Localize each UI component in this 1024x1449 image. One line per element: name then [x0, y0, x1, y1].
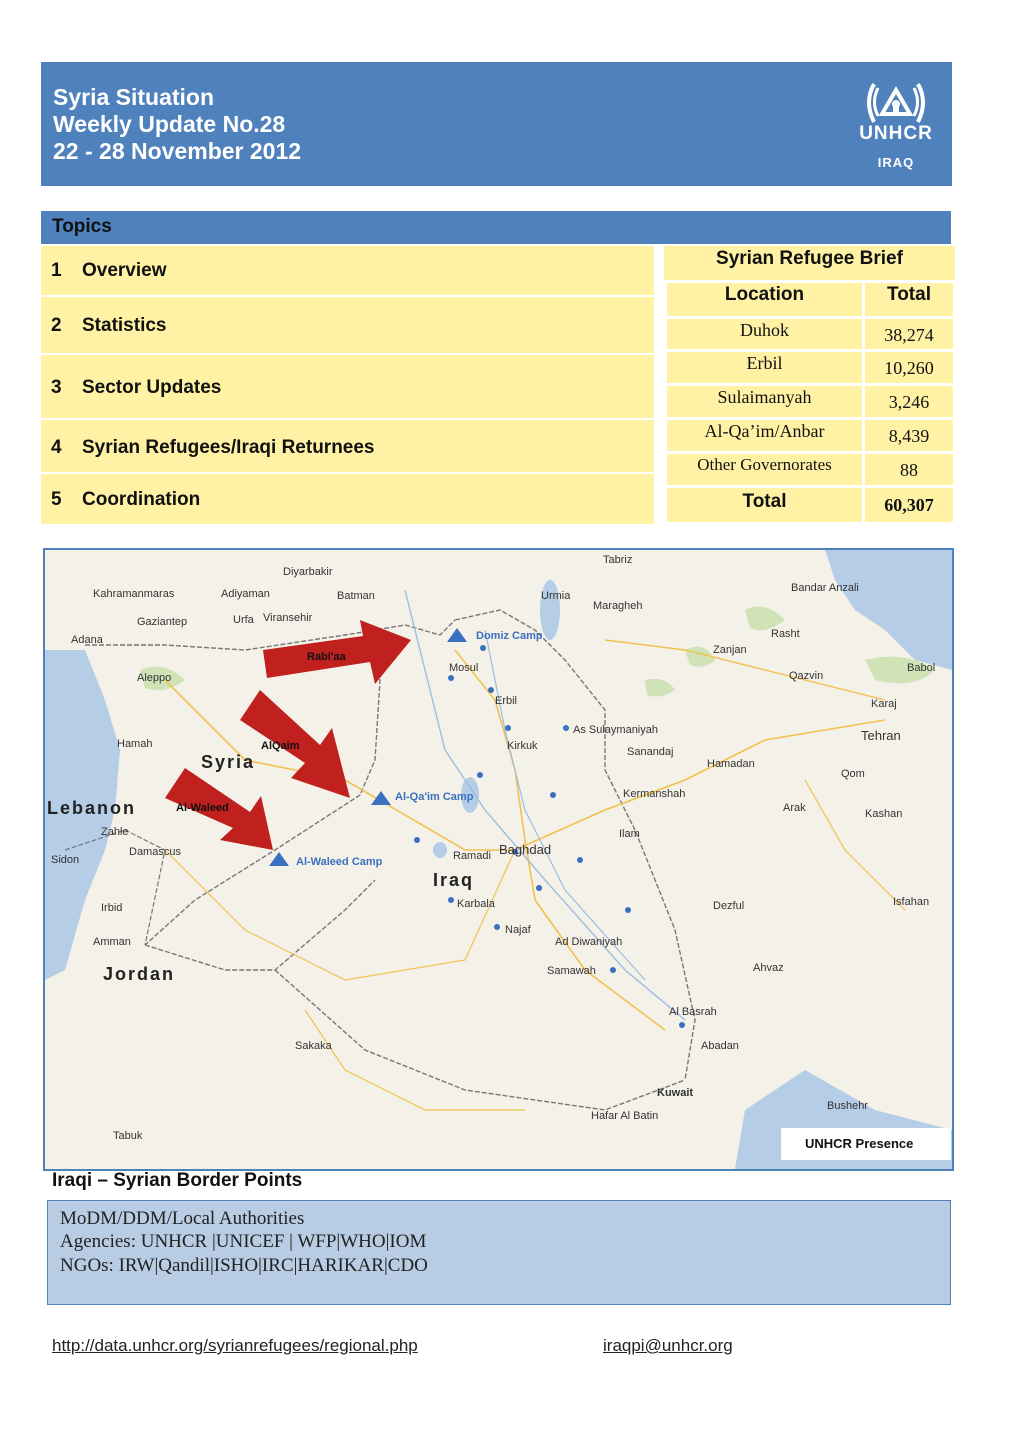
topics-title: Topics: [52, 216, 112, 237]
brief-col-location: Location: [667, 283, 862, 316]
coordination-box: [47, 1200, 951, 1305]
topic-number: 4: [51, 437, 62, 458]
brief-col-total: Total: [865, 283, 953, 316]
place-label: Sanandaj: [627, 746, 674, 758]
topic-label: Statistics: [82, 315, 167, 336]
place-label: Viransehir: [263, 612, 313, 624]
place-label: Bandar Anzali: [791, 582, 859, 594]
place-label: Karaj: [871, 698, 897, 710]
brief-row-location: Sulaimanyah: [667, 386, 862, 417]
topic-number: 2: [51, 315, 62, 336]
footer-email-link[interactable]: iraqpi@unhcr.org: [603, 1336, 733, 1355]
arrow-label-rabiaa: Rabi'aa: [307, 651, 346, 663]
place-label: Ahvaz: [753, 962, 784, 974]
header-update-number: Weekly Update No.28: [53, 111, 286, 137]
place-label: Hamadan: [707, 758, 755, 770]
topics-header: [41, 211, 951, 244]
place-label: Kermanshah: [623, 788, 686, 800]
topic-number: 1: [51, 260, 62, 281]
brief-row-total: 8,439: [865, 420, 953, 451]
camp-label-domiz: Domiz Camp: [476, 630, 543, 642]
topic-item[interactable]: [41, 297, 654, 355]
place-label: Gaziantep: [137, 616, 188, 628]
place-label: Adiyaman: [221, 588, 270, 600]
place-label: Kuwait: [657, 1087, 694, 1099]
place-label: Adana: [71, 634, 103, 646]
place-label: Sakaka: [295, 1040, 332, 1052]
brief-row-total: 10,260: [865, 352, 953, 383]
place-label: Baghdad: [499, 842, 552, 857]
place-label: Dezful: [713, 900, 745, 912]
header-date-range: 22 - 28 November 2012: [53, 138, 302, 164]
place-label: Zahle: [101, 826, 129, 838]
place-label: Al Basrah: [669, 1006, 717, 1018]
topic-item[interactable]: [41, 474, 654, 526]
place-label: Tabriz: [603, 554, 633, 566]
map-base: [45, 550, 952, 1169]
brief-row-location: Other Governorates: [667, 454, 862, 485]
camp-label-alqaim: Al-Qa'im Camp: [395, 791, 474, 803]
place-label: Najaf: [505, 924, 531, 936]
country-label-syria: Syria: [201, 752, 256, 772]
place-label: Irbid: [101, 902, 123, 914]
place-label: Zanjan: [713, 644, 747, 656]
place-label: Batman: [337, 590, 375, 602]
place-label: Sidon: [51, 854, 80, 866]
topic-label: Sector Updates: [82, 377, 222, 398]
topic-label: Syrian Refugees/Iraqi Returnees: [82, 437, 375, 458]
place-label: Ad Diwaniyah: [555, 936, 623, 948]
arrow-label-alqaim: AlQaim: [261, 740, 300, 752]
place-label: Karbala: [457, 898, 495, 910]
place-label: Mosul: [449, 662, 479, 674]
refugee-brief-table: [664, 246, 955, 524]
topic-label: Overview: [82, 260, 167, 281]
place-label: Erbil: [495, 695, 518, 707]
brief-total-label: Total: [667, 488, 862, 522]
place-label: Kashan: [865, 808, 903, 820]
place-label: Qom: [841, 768, 865, 780]
place-label: Isfahan: [893, 896, 930, 908]
topic-item[interactable]: [41, 420, 654, 474]
logo-subtext: IRAQ: [877, 155, 915, 170]
brief-row-location: Al-Qa’im/Anbar: [667, 420, 862, 451]
place-label: Kahramanmaras: [93, 588, 175, 600]
coordination-ngos: NGOs: IRW|Qandil|ISHO|IRC|HARIKAR|CDO: [60, 1255, 428, 1276]
place-label: Tehran: [861, 728, 901, 743]
topic-number: 3: [51, 377, 62, 398]
place-label: Ramadi: [453, 850, 491, 862]
place-label: As Sulaymaniyah: [573, 724, 658, 736]
brief-row-location: Erbil: [667, 352, 862, 383]
place-label: Ilam: [619, 828, 640, 840]
topic-label: Coordination: [82, 489, 201, 510]
brief-row-total: 38,274: [865, 319, 953, 349]
place-label: Qazvin: [789, 670, 824, 682]
place-label: Damascus: [129, 846, 181, 858]
camp-label-alwaleed: Al-Waleed Camp: [296, 856, 383, 868]
map-caption: Iraqi – Syrian Border Points: [52, 1170, 303, 1191]
place-label: Babol: [907, 662, 936, 674]
place-label: Arak: [783, 802, 806, 814]
topic-item[interactable]: [41, 246, 654, 297]
unhcr-emblem-icon: [856, 76, 936, 126]
place-label: Samawah: [547, 965, 596, 977]
place-label: Amman: [93, 936, 131, 948]
country-label-iraq: Iraq: [433, 870, 475, 890]
place-label: Tabuk: [113, 1130, 143, 1142]
topic-number: 5: [51, 489, 62, 510]
footer-data-link[interactable]: http://data.unhcr.org/syrianrefugees/regional.php: [52, 1336, 418, 1355]
legend-label: UNHCR Presence: [805, 1136, 914, 1151]
country-label-lebanon: Lebanon: [47, 798, 136, 818]
border-points-map[interactable]: [43, 548, 954, 1171]
logo-text: UNHCR: [859, 123, 933, 144]
brief-total-value: 60,307: [865, 488, 953, 522]
country-label-jordan: Jordan: [103, 964, 176, 984]
coordination-agencies: Agencies: UNHCR |UNICEF | WFP|WHO|IOM: [60, 1231, 427, 1252]
unhcr-logo: [856, 76, 936, 176]
brief-row-location: Duhok: [667, 319, 862, 349]
brief-row-total: 88: [865, 454, 953, 485]
place-label: Rasht: [771, 628, 800, 640]
place-label: Kirkuk: [507, 740, 538, 752]
place-label: Urmia: [541, 590, 571, 602]
header-title: Syria Situation: [53, 84, 215, 110]
header-banner: [41, 62, 952, 186]
brief-title: Syrian Refugee Brief: [664, 246, 955, 280]
place-label: Hamah: [117, 738, 153, 750]
place-label: Hafar Al Batin: [591, 1110, 659, 1122]
place-label: Abadan: [701, 1040, 739, 1052]
topic-item[interactable]: [41, 355, 654, 420]
coordination-authorities: MoDM/DDM/Local Authorities: [60, 1208, 305, 1229]
place-label: Urfa: [233, 614, 254, 626]
arrow-label-alwaleed: Al-Waleed: [176, 802, 229, 814]
place-label: Maragheh: [593, 600, 643, 612]
map-legend: [781, 1128, 951, 1160]
brief-row-total: 3,246: [865, 386, 953, 417]
place-label: Aleppo: [137, 672, 172, 684]
place-label: Diyarbakir: [283, 566, 333, 578]
place-label: Bushehr: [827, 1100, 868, 1112]
